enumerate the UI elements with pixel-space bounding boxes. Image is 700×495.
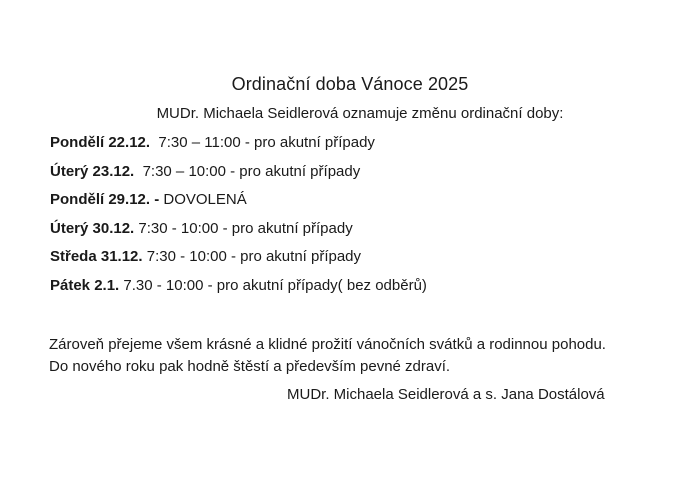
schedule-hours: DOVOLENÁ	[159, 191, 247, 209]
document-subtitle: MUDr. Michaela Seidlerová oznamuje změnu ordinační doby:	[156, 105, 564, 122]
schedule-hours: 7:30 – 10:00 - pro akutní případy	[134, 162, 361, 180]
schedule-list	[50, 133, 670, 305]
schedule-hours: 7.30 - 10:00 - pro akutní případy( bez odběrů)	[119, 276, 427, 294]
schedule-day: Pondělí 22.12.	[50, 134, 151, 151]
greeting-line: Do nového roku pak hodně štěstí a především pevné zdraví.	[49, 358, 451, 375]
document-title: Ordinační doba Vánoce 2025	[231, 74, 469, 94]
schedule-hours: 7:30 - 10:00 - pro akutní případy	[142, 248, 362, 266]
schedule-hours: 7:30 – 11:00 - pro akutní případy	[150, 134, 375, 151]
schedule-day: Pondělí 29.12. -	[50, 191, 160, 209]
greeting-line: Zároveň přejeme všem krásné a klidné prožití vánočních svátků a rodinnou pohodu.	[49, 336, 606, 353]
schedule-row	[50, 190, 670, 219]
schedule-row	[50, 219, 670, 248]
schedule-day: Úterý 30.12.	[50, 219, 135, 237]
schedule-row	[50, 276, 670, 305]
schedule-day: Úterý 23.12.	[50, 162, 135, 180]
schedule-row	[50, 247, 670, 276]
schedule-hours: 7:30 - 10:00 - pro akutní případy	[134, 219, 353, 237]
schedule-row	[50, 162, 670, 191]
schedule-day: Pátek 2.1.	[50, 276, 120, 294]
schedule-row	[50, 133, 670, 162]
greeting-paragraph	[49, 334, 669, 378]
schedule-day: Středa 31.12.	[50, 248, 143, 266]
signature: MUDr. Michaela Seidlerová a s. Jana Dostálová	[287, 386, 605, 403]
